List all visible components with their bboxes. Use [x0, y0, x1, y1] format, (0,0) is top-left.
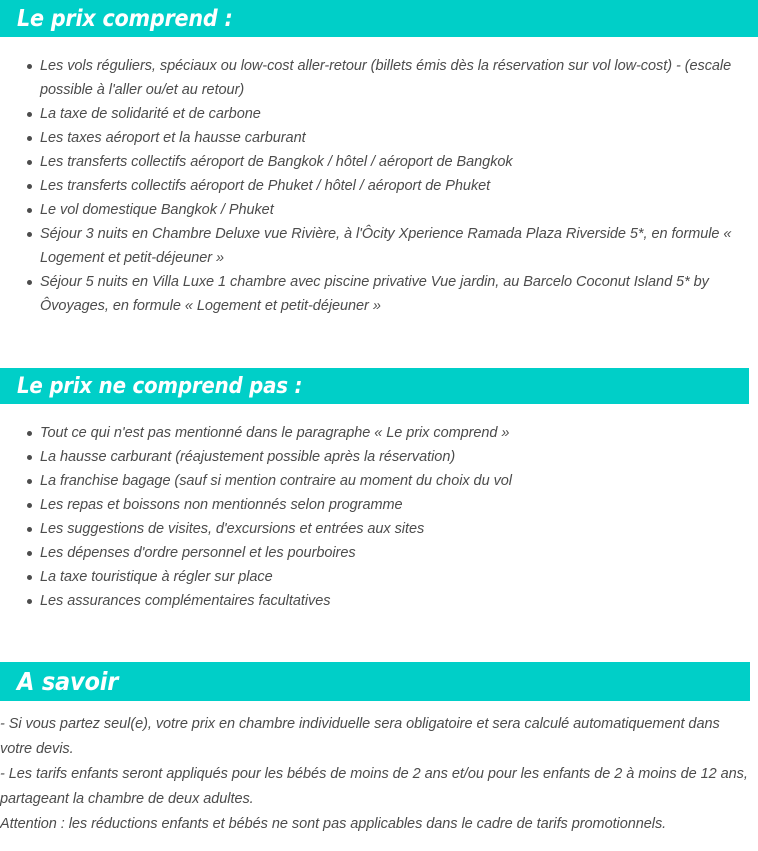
list-item: Les taxes aéroport et la hausse carburant — [0, 126, 740, 150]
list-item: Tout ce qui n'est pas mentionné dans le paragraphe « Le prix comprend » — [0, 421, 740, 445]
list-item: Les transferts collectifs aéroport de Bangkok / hôtel / aéroport de Bangkok — [0, 150, 740, 174]
list-item: La taxe touristique à régler sur place — [0, 565, 740, 589]
section-title-notes: A savoir — [17, 667, 119, 696]
list-item: La hausse carburant (réajustement possible après la réservation) — [0, 445, 740, 469]
excluded-items-list — [0, 421, 740, 613]
note-paragraph: - Si vous partez seul(e), votre prix en chambre individuelle sera obligatoire et sera calculé automatiquement dans votre devis. — [0, 716, 720, 757]
note-paragraph: - Les tarifs enfants seront appliqués pour les bébés de moins de 2 ans et/ou pour les enfants de 2 à moins de 12 ans, partageant la chambre de deux adultes. — [0, 766, 748, 807]
list-item: Les repas et boissons non mentionnés selon programme — [0, 493, 740, 517]
section-title-excluded: Le prix ne comprend pas : — [17, 373, 303, 399]
list-item: Les transferts collectifs aéroport de Phuket / hôtel / aéroport de Phuket — [0, 174, 740, 198]
list-item: Les vols réguliers, spéciaux ou low-cost aller-retour (billets émis dès la réservation sur vol low-cost) - (escale possible à l'aller ou/et au retour) — [0, 54, 740, 102]
note-paragraph: Attention : les réductions enfants et bébés ne sont pas applicables dans le cadre de tarifs promotionnels. — [0, 816, 667, 832]
notes-paragraphs — [0, 712, 748, 837]
list-item: Les dépenses d'ordre personnel et les pourboires — [0, 541, 740, 565]
section-header-included — [0, 0, 758, 37]
section-header-excluded — [0, 368, 749, 404]
list-item: La franchise bagage (sauf si mention contraire au moment du choix du vol — [0, 469, 740, 493]
included-items-list — [0, 54, 740, 318]
list-item: Les suggestions de visites, d'excursions et entrées aux sites — [0, 517, 740, 541]
list-item: Séjour 3 nuits en Chambre Deluxe vue Rivière, à l'Ôcity Xperience Ramada Plaza Riverside 5*, en formule « Logement et petit-déjeuner » — [0, 222, 740, 270]
section-title-included: Le prix comprend : — [17, 5, 233, 32]
list-item: Les assurances complémentaires facultatives — [0, 589, 740, 613]
list-item: Séjour 5 nuits en Villa Luxe 1 chambre avec piscine privative Vue jardin, au Barcelo Coconut Island 5* by Ôvoyages, en formule « Logement et petit-déjeuner » — [0, 270, 740, 318]
list-item: Le vol domestique Bangkok / Phuket — [0, 198, 740, 222]
section-header-notes — [0, 662, 750, 701]
list-item: La taxe de solidarité et de carbone — [0, 102, 740, 126]
